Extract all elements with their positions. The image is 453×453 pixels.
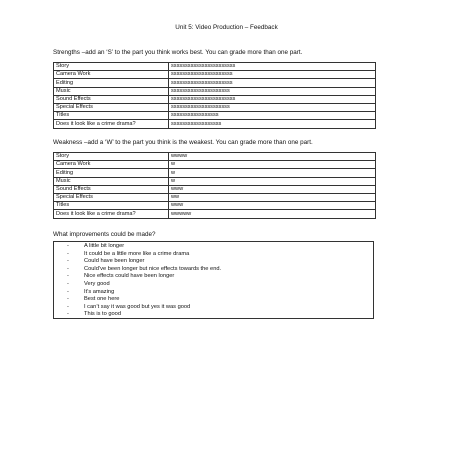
table-row bbox=[54, 87, 376, 95]
weakness-label-sound-effects: Sound Effects bbox=[54, 185, 169, 193]
improvement-text: I can’t say it was good but yes it was good bbox=[84, 303, 191, 310]
strengths-value-editing: ssssssssssssssssssssss bbox=[169, 79, 376, 87]
strengths-table bbox=[53, 62, 376, 129]
bullet-dash: - bbox=[67, 303, 69, 310]
bullet-dash: - bbox=[67, 258, 69, 265]
strengths-label-sound-effects: Sound Effects bbox=[54, 95, 169, 103]
bullet-dash: - bbox=[67, 280, 69, 287]
list-item bbox=[54, 258, 373, 266]
improvement-text: Very good bbox=[84, 280, 110, 287]
improvement-text: Nice effects could have been longer bbox=[84, 273, 175, 280]
list-item bbox=[54, 266, 373, 274]
bullet-dash: - bbox=[67, 265, 69, 272]
weakness-label-music: Music bbox=[54, 177, 169, 185]
strengths-value-titles: sssssssssssssssss bbox=[169, 112, 376, 120]
improvement-text: Best one here bbox=[84, 296, 120, 303]
weakness-value-sound-effects: www bbox=[169, 185, 376, 193]
weakness-instruction: Weakness –add a ‘W’ to the part you think is the weakest. You can grade more than one part. bbox=[53, 139, 313, 146]
strengths-instruction: Strengths –add an ‘S’ to the part you think works best. You can grade more than one part. bbox=[53, 49, 303, 56]
list-item bbox=[54, 251, 373, 259]
improvement-text: This is to good bbox=[84, 311, 121, 318]
bullet-dash: - bbox=[67, 243, 69, 249]
weakness-value-titles: www bbox=[169, 202, 376, 210]
improvement-text: Could have been longer bbox=[84, 258, 145, 265]
strengths-value-camera-work: ssssssssssssssssssssss bbox=[169, 71, 376, 79]
weakness-label-titles: Titles bbox=[54, 202, 169, 210]
weakness-value-special-effects: ww bbox=[169, 193, 376, 201]
strengths-label-story: Story bbox=[54, 63, 169, 71]
table-row bbox=[54, 95, 376, 103]
weakness-table bbox=[53, 152, 376, 219]
list-item bbox=[54, 304, 373, 312]
bullet-dash: - bbox=[67, 273, 69, 280]
table-row bbox=[54, 103, 376, 111]
table-row bbox=[54, 202, 376, 210]
weakness-label-crime-drama: Does it look like a crime drama? bbox=[54, 210, 169, 218]
weakness-value-editing: w bbox=[169, 169, 376, 177]
strengths-value-music: sssssssssssssssssssss bbox=[169, 87, 376, 95]
improvement-text: It could be a little more like a crime drama bbox=[84, 250, 190, 257]
table-row bbox=[54, 177, 376, 185]
table-row bbox=[54, 210, 376, 218]
strengths-value-story: sssssssssssssssssssssss bbox=[169, 63, 376, 71]
improvements-question: What improvements could be made? bbox=[53, 231, 156, 238]
weakness-label-story: Story bbox=[54, 153, 169, 161]
table-row bbox=[54, 63, 376, 71]
list-item bbox=[54, 243, 373, 251]
strengths-value-sound-effects: sssssssssssssssssssssss bbox=[169, 95, 376, 103]
bullet-dash: - bbox=[67, 311, 69, 318]
list-item bbox=[54, 273, 373, 281]
list-item bbox=[54, 289, 373, 297]
bullet-dash: - bbox=[67, 296, 69, 303]
table-row bbox=[54, 71, 376, 79]
strengths-label-music: Music bbox=[54, 87, 169, 95]
weakness-label-special-effects: Special Effects bbox=[54, 193, 169, 201]
table-row bbox=[54, 120, 376, 128]
strengths-label-titles: Titles bbox=[54, 112, 169, 120]
improvements-box bbox=[53, 241, 374, 319]
weakness-value-camera-work: w bbox=[169, 161, 376, 169]
strengths-label-editing: Editing bbox=[54, 79, 169, 87]
strengths-value-special-effects: sssssssssssssssssssss bbox=[169, 103, 376, 111]
table-row bbox=[54, 79, 376, 87]
table-row bbox=[54, 153, 376, 161]
table-row bbox=[54, 193, 376, 201]
strengths-value-crime-drama: ssssssssssssssssss bbox=[169, 120, 376, 128]
weakness-label-editing: Editing bbox=[54, 169, 169, 177]
page-title: Unit 5: Video Production – Feedback bbox=[175, 24, 278, 31]
weakness-value-story: wwww bbox=[169, 153, 376, 161]
list-item bbox=[54, 296, 373, 304]
table-row bbox=[54, 112, 376, 120]
table-row bbox=[54, 161, 376, 169]
weakness-value-crime-drama: wwwww bbox=[169, 210, 376, 218]
list-item bbox=[54, 281, 373, 289]
list-item bbox=[54, 311, 373, 319]
table-row bbox=[54, 169, 376, 177]
bullet-dash: - bbox=[67, 288, 69, 295]
improvement-text: Could’ve been longer but nice effects towards the end. bbox=[84, 265, 222, 272]
weakness-value-music: w bbox=[169, 177, 376, 185]
table-row bbox=[54, 185, 376, 193]
strengths-label-special-effects: Special Effects bbox=[54, 103, 169, 111]
improvement-text: A little bit longer bbox=[84, 243, 125, 249]
strengths-label-camera-work: Camera Work bbox=[54, 71, 169, 79]
bullet-dash: - bbox=[67, 250, 69, 257]
strengths-label-crime-drama: Does it look like a crime drama? bbox=[54, 120, 169, 128]
weakness-label-camera-work: Camera Work bbox=[54, 161, 169, 169]
improvement-text: It’s amazing bbox=[84, 288, 115, 295]
